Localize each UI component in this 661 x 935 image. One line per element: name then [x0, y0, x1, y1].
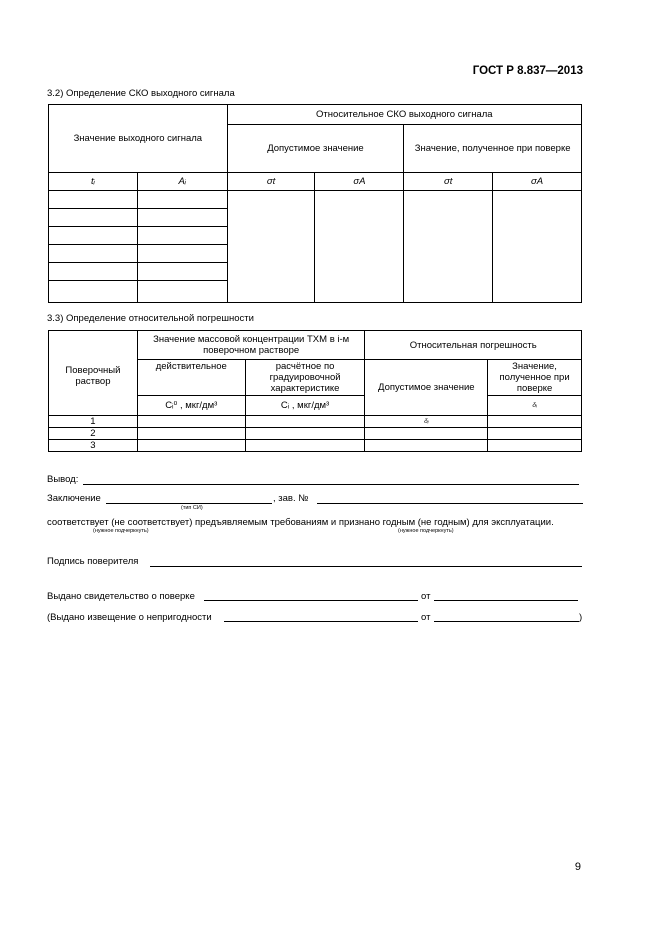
symbol-delta: δᵢ [365, 416, 488, 428]
symbol-t: tᵢ [49, 173, 138, 191]
table-cell [49, 245, 138, 263]
table-cell [137, 191, 227, 209]
header-relative-error: Относительная погрешность [365, 331, 582, 360]
table-cell [365, 428, 488, 440]
close-paren: ) [579, 612, 583, 623]
sko-table [48, 104, 582, 303]
header-mass-concentration: Значение массовой концентрации ТХМ в i-м поверочном растворе [137, 331, 365, 360]
section-3-3-caption: 3.3) Определение относительной погрешности [47, 313, 254, 324]
error-table [48, 330, 582, 452]
row-number: 2 [49, 428, 138, 440]
header-calculated: расчётное по градуировочной характеристике [245, 360, 365, 396]
header-allowed: Допустимое значение [227, 125, 404, 173]
notice-date-field[interactable] [434, 621, 579, 622]
table-cell [488, 416, 582, 428]
row-number: 3 [49, 440, 138, 452]
table-cell [49, 209, 138, 227]
header-obtained: Значение, полученное при поверке [488, 360, 582, 396]
conclusion-field[interactable] [83, 484, 579, 485]
table-cell [137, 245, 227, 263]
table-cell [488, 440, 582, 452]
header-actual: действительное [137, 360, 245, 396]
strike-hint: (нужное подчеркнуть) [398, 528, 454, 534]
certificate-label: Выдано свидетельство о поверке [47, 591, 195, 602]
table-cell [315, 191, 404, 303]
unit-c: Cᵢ , мкг/дм³ [245, 396, 365, 416]
table-cell [245, 416, 365, 428]
table-cell [137, 281, 227, 303]
table-cell [49, 281, 138, 303]
notice-field[interactable] [224, 621, 418, 622]
table-cell [227, 191, 315, 303]
symbol-delta: δᵢ [488, 396, 582, 416]
certificate-field[interactable] [204, 600, 418, 601]
table-cell [404, 191, 493, 303]
table-cell [49, 263, 138, 281]
table-cell [245, 428, 365, 440]
table-cell [245, 440, 365, 452]
unit-c0: Cᵢ⁰ , мкг/дм³ [137, 396, 245, 416]
header-solution: Поверочный раствор [49, 331, 138, 416]
compliance-text: соответствует (не соответствует) предъявляемым требованиям и признано годным (не годным) для эксплуатации. [47, 517, 554, 528]
serial-number-field[interactable] [317, 503, 583, 504]
header-obtained: Значение, полученное при поверке [404, 125, 582, 173]
table-cell [493, 191, 582, 303]
strike-hint: (нужное подчеркнуть) [93, 528, 149, 534]
table-cell [137, 227, 227, 245]
table-cell [49, 227, 138, 245]
table-cell [137, 209, 227, 227]
symbol-A: Aᵢ [137, 173, 227, 191]
symbol-sigma-A: σA [493, 173, 582, 191]
table-cell [137, 263, 227, 281]
symbol-sigma-A: σA [315, 173, 404, 191]
header-allowed: Допустимое значение [365, 360, 488, 416]
symbol-sigma-t: σt [227, 173, 315, 191]
document-code: ГОСТ Р 8.837—2013 [472, 65, 583, 77]
table-cell [365, 440, 488, 452]
serial-label: , зав. № [273, 493, 309, 504]
row-number: 1 [49, 416, 138, 428]
from-label: от [421, 591, 431, 602]
notice-label: (Выдано извещение о непригодности [47, 612, 212, 623]
verdict-label: Заключение [47, 493, 101, 504]
signature-field[interactable] [150, 566, 582, 567]
table-cell [137, 428, 245, 440]
page-number: 9 [574, 861, 581, 873]
section-3-2-caption: 3.2) Определение СКО выходного сигнала [47, 88, 235, 99]
table-cell [49, 191, 138, 209]
conclusion-label: Вывод: [47, 474, 79, 485]
from-label: от [421, 612, 431, 623]
table-cell [488, 428, 582, 440]
si-type-hint: (тип СИ) [181, 505, 203, 511]
table-cell [137, 416, 245, 428]
signature-label: Подпись поверителя [47, 556, 139, 567]
table-cell [137, 440, 245, 452]
symbol-sigma-t: σt [404, 173, 493, 191]
header-output-value: Значение выходного сигнала [49, 105, 228, 173]
header-relative-sko: Относительное СКО выходного сигнала [227, 105, 581, 125]
si-type-field[interactable] [106, 503, 272, 504]
certificate-date-field[interactable] [434, 600, 578, 601]
